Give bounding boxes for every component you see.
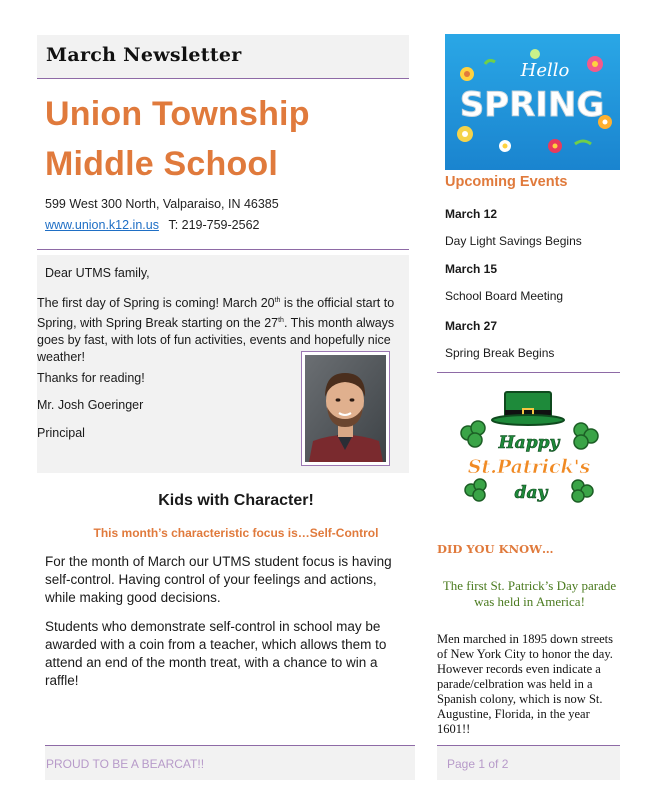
kids-section-title: Kids with Character! — [158, 492, 314, 509]
address-rule — [37, 249, 409, 250]
spring-text: SPRING — [459, 85, 605, 125]
event-date-2: March 15 — [445, 262, 498, 276]
kids-paragraph-2: Students who demonstrate self-control in school may be awarded with a coin from a teacher, which allows them to attend an end of the month treat, with a chance to win a raffle! — [45, 619, 387, 688]
st-patricks-image — [453, 378, 603, 513]
event-date-1: March 12 — [445, 207, 498, 221]
hello-text: Hello — [520, 60, 570, 81]
event-name-2: School Board Meeting — [445, 289, 564, 303]
school-name-line1: Union Township — [45, 95, 310, 133]
letter-role: Principal — [37, 426, 85, 440]
did-you-know-title: DID YOU KNOW… — [437, 542, 554, 556]
newsletter-title: March Newsletter — [46, 44, 242, 66]
letter-signature: Mr. Josh Goeringer — [37, 398, 144, 412]
phone-number: T: 219-759-2562 — [168, 218, 260, 232]
contact-line — [45, 218, 259, 232]
did-you-know-subtitle: The first St. Patrick’s Day parade was held in America! — [442, 578, 617, 609]
st-patricks-text: St.Patrick's — [467, 456, 591, 478]
header-rule — [37, 78, 409, 79]
happy-text: Happy — [498, 433, 560, 453]
principal-photo — [301, 351, 390, 466]
event-name-3: Spring Break Begins — [445, 346, 555, 360]
page-number: Page 1 of 2 — [447, 757, 509, 771]
website-link[interactable]: www.union.k12.in.us — [45, 218, 159, 232]
kids-section-subtitle: This month’s characteristic focus is…Self-Control — [93, 526, 379, 540]
school-name-line2: Middle School — [45, 145, 279, 183]
letter-paragraph: The first day of Spring is coming! March 20th is the official start to Spring, with Spring Break starting on the 27th. This month always goes by fast, with lots of fun activities, events and hopefully nice weather! — [37, 296, 395, 365]
did-you-know-body: Men marched in 1895 down streets of New York City to honor the day. However records even indicate a parade/celbration was held in a Spanish colony, which is now St. Augustine, Florida, in the year 1601!! — [437, 632, 614, 736]
events-title: Upcoming Events — [445, 174, 568, 190]
kids-paragraph-1: For the month of March our UTMS student focus is having self-control. Having control of your feelings and actions, while making good decisions. — [45, 554, 392, 605]
school-address: 599 West 300 North, Valparaiso, IN 46385 — [45, 197, 279, 211]
event-date-3: March 27 — [445, 319, 498, 333]
footer-tagline: PROUD TO BE A BEARCAT!! — [46, 757, 205, 771]
hello-spring-image — [445, 34, 620, 170]
letter-thanks: Thanks for reading! — [37, 371, 145, 385]
events-rule — [437, 372, 620, 373]
event-name-1: Day Light Savings Begins — [445, 234, 582, 248]
letter-greeting: Dear UTMS family, — [45, 266, 150, 280]
day-text: day — [514, 483, 548, 503]
